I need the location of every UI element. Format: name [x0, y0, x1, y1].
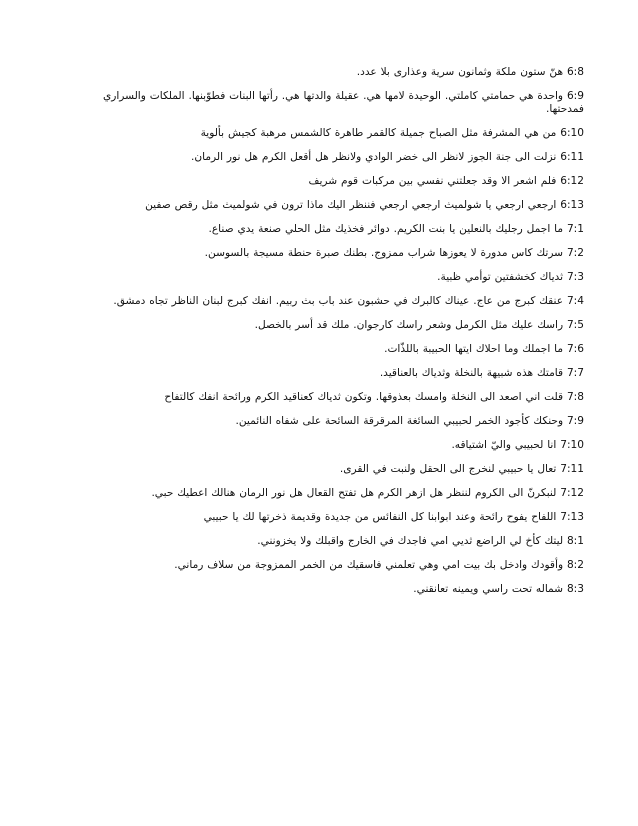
verse-number: 6:10: [560, 127, 584, 139]
verse-number: 6:11: [560, 151, 584, 163]
verse-6-12: [62, 175, 584, 188]
verse-number: 7:2: [566, 247, 584, 259]
verse-7-11: [62, 463, 584, 476]
verse-7-1: [62, 223, 584, 236]
verse-8-1: [62, 535, 584, 548]
verse-text: هنّ ستون ملكة وثمانون سرية وعذارى بلا عدد.: [356, 66, 564, 78]
verse-text: سرتك كاس مدورة لا يعوزها شراب ممزوج. بطنك صبرة حنطة مسيجة بالسوسن.: [204, 247, 564, 259]
verse-number: 6:12: [560, 175, 584, 187]
verse-7-12: [62, 487, 584, 500]
verse-7-4: [62, 295, 584, 308]
verse-number: 8:1: [566, 535, 584, 547]
verse-text: فلم اشعر الا وقد جعلتني نفسي بين مركبات قوم شريف: [308, 175, 557, 187]
verse-number: 8:2: [566, 559, 584, 571]
verse-7-13: [62, 511, 584, 524]
verse-number: 7:4: [566, 295, 584, 307]
verse-6-11: [62, 151, 584, 164]
verse-number: 7:12: [560, 487, 584, 499]
verse-text: ثدياك كخشفتين توأمي ظبية.: [437, 271, 564, 283]
verse-7-6: [62, 343, 584, 356]
verse-number: 7:7: [566, 367, 584, 379]
verse-text: ما اجمل رجليك بالنعلين يا بنت الكريم. دوائر فخذيك مثل الحلي صنعة يدي صناع.: [208, 223, 564, 235]
verse-6-8: [62, 66, 584, 79]
verse-7-2: [62, 247, 584, 260]
verse-text: قلت اني اصعد الى النخلة وامسك بعذوقها. وتكون ثدياك كعناقيد الكرم ورائحة انفك كالتفاح: [164, 391, 564, 403]
verse-text: وأقودك وادخل بك بيت امي وهي تعلمني فاسقيك من الخمر الممزوجة من سلاف رماني.: [174, 559, 564, 571]
verse-7-9: [62, 415, 584, 428]
verse-number: 8:3: [566, 583, 584, 595]
verse-text: من هي المشرفة مثل الصباح جميلة كالقمر طاهرة كالشمس مرهبة كجيش بألوية: [200, 127, 557, 139]
verse-text: اللفاح يفوح رائحة وعند ابوابنا كل النفائس من جديدة وقديمة ذخرتها لك يا حبيبي: [203, 511, 557, 523]
verse-number: 6:9: [566, 90, 584, 102]
verse-text: ليتك كأخ لي الراضع ثديي امي فاجدك في الخارج واقبلك ولا يخزونني.: [257, 535, 564, 547]
verse-text: قامتك هذه شبيهة بالنخلة وثدياك بالعناقيد.: [379, 367, 564, 379]
verse-7-3: [62, 271, 584, 284]
verse-number: 7:11: [560, 463, 584, 475]
verse-6-13: [62, 199, 584, 212]
verse-7-10: [62, 439, 584, 452]
verse-text: عنقك كبرج من عاج. عيناك كالبرك في حشبون عند باب بث ربيم. انفك كبرج لبنان الناظر تجاه دمشق.: [113, 295, 564, 307]
verse-text: تعال يا حبيبي لنخرج الى الحقل ولنبت في القرى.: [339, 463, 557, 475]
verse-number: 7:1: [566, 223, 584, 235]
verse-7-5: [62, 319, 584, 332]
verse-text: ما اجملك وما احلاك ايتها الحبيبة باللذّات.: [384, 343, 564, 355]
verse-number: 7:3: [566, 271, 584, 283]
verse-text: راسك عليك مثل الكرمل وشعر راسك كارجوان. ملك قد أسر بالخصل.: [254, 319, 564, 331]
verse-6-10: [62, 127, 584, 140]
verse-text: واحدة هي حمامتي كاملتي. الوحيدة لامها هي. عقيلة والدتها هي. رأتها البنات فطوّبنها. الملكات والسراري فمدحتها.: [102, 90, 584, 115]
verse-8-2: [62, 559, 584, 572]
verse-number: 7:10: [560, 439, 584, 451]
verse-number: 6:13: [560, 199, 584, 211]
verse-number: 7:6: [566, 343, 584, 355]
verse-7-8: [62, 391, 584, 404]
verse-number: 6:8: [566, 66, 584, 78]
verse-text: وحنكك كأجود الخمر لحبيبي السائغة المرقرقة السائحة على شفاه النائمين.: [235, 415, 564, 427]
verse-text: شماله تحت راسي ويمينه تعانقني.: [413, 583, 564, 595]
verse-8-3: [62, 583, 584, 596]
verse-text: انا لحبيبي واليّ اشتياقه.: [451, 439, 557, 451]
document-page: [62, 66, 584, 596]
verse-text: ارجعي ارجعي يا شولميث ارجعي ارجعي فننظر اليك ماذا ترون في شولميث مثل رقص صفين: [145, 199, 557, 211]
verse-text: لنبكرنّ الى الكروم لننظر هل ازهر الكرم هل تفتح القعال هل نور الرمان هنالك اعطيك حبي.: [151, 487, 557, 499]
verse-number: 7:8: [566, 391, 584, 403]
verse-7-7: [62, 367, 584, 380]
verse-6-9: [62, 90, 584, 116]
verse-number: 7:9: [566, 415, 584, 427]
verse-number: 7:13: [560, 511, 584, 523]
verse-number: 7:5: [566, 319, 584, 331]
verse-text: نزلت الى جنة الجوز لانظر الى خضر الوادي ولانظر هل أقعل الكرم هل نور الرمان.: [191, 151, 557, 163]
